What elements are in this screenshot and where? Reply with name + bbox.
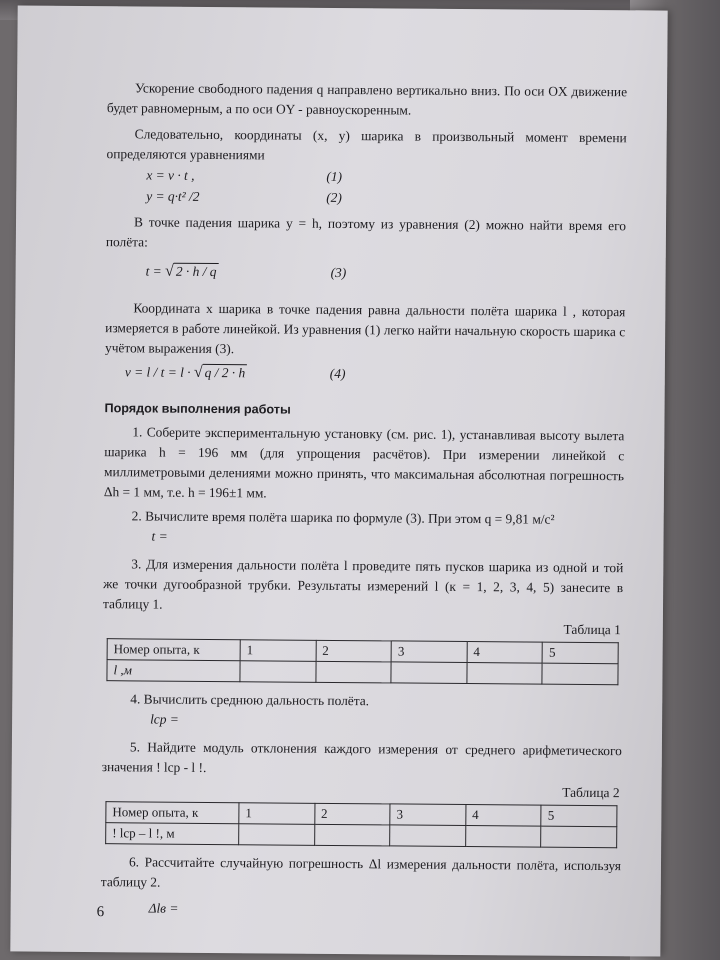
table-2-cell: [314, 824, 390, 846]
table-2-cell: [541, 826, 617, 848]
step-2: 2. Вычислите время полёта шарика по формуле (3). При этом q = 9,81 м/с²: [131, 508, 555, 527]
table-1-cell: [391, 662, 467, 684]
table-2-header-cell: 2: [314, 803, 390, 825]
equation-1-text: x = v · t ,: [146, 166, 195, 183]
table-1-header-cell: Номер опыта, к: [107, 639, 240, 661]
table-2-row-label: ! lср – l !, м: [106, 823, 239, 845]
equation-4-radicand: q / 2 · h: [203, 364, 248, 380]
step-6-formula: Δlв =: [148, 900, 179, 916]
table-2-cell: [465, 826, 541, 848]
table-2-cell: [239, 824, 315, 846]
table-1-cell: [467, 663, 543, 685]
sqrt-sign-icon: √: [165, 262, 174, 280]
step-3: 3. Для измерения дальности полёта l проведите пять пусков шарика из одной и той же точки дугообразной трубки. Результаты измерений l (к = 1, 2, 3, 4, 5) занесите в таблицу 1.: [102, 556, 624, 612]
table-1-data-row: [107, 660, 618, 685]
table-1-row-label: l ,м: [107, 660, 240, 682]
equation-2-number: (2): [326, 189, 342, 205]
table-1: [106, 638, 618, 685]
equation-2: [146, 185, 626, 210]
table-2: [105, 801, 617, 848]
sqrt-sign-icon: √: [193, 363, 203, 381]
equation-2-text: y = q·t² /2: [146, 187, 200, 204]
table-1-cell: [542, 663, 618, 685]
step-6: 6. Рассчитайте случайную погрешность Δl измерения дальности полёта, используя таблицу 2.: [100, 854, 622, 890]
equation-4-formula: [125, 362, 330, 384]
equation-1-number: (1): [326, 168, 343, 184]
equation-4-lhs: v = l / t = l ·: [124, 364, 194, 380]
table-2-cell: [390, 825, 466, 847]
equation-3-formula: [146, 261, 331, 282]
table-1-header-cell: 3: [391, 641, 467, 663]
table-1-header-cell: 4: [467, 642, 543, 664]
paragraph-range: Координата x шарика в точке падения равна дальности полёта шарика l , которая измеряется в работе линейкой. Из уравнения (1) легко найти начальную скорость шарика с учётом выражения (3).: [104, 300, 626, 357]
equation-4: [125, 358, 625, 390]
page-number: 6: [96, 904, 105, 921]
equation-3-radicand: 2 · h / q: [174, 263, 219, 279]
document-page: [10, 5, 667, 956]
page-content: [101, 78, 628, 924]
equation-1: [146, 164, 626, 189]
step-1: 1. Соберите экспериментальную установку (см. рис. 1), устанавливая высоту вылета шарика h = 196 мм (для упрощения расчётов). При измерении линейкой с миллиметровыми делениями можно принять, что максимальная абсолютная погрешность Δh = 1 мм, т.е. h = 196±1 мм.: [103, 424, 625, 501]
table-2-header-cell: Номер опыта, к: [106, 802, 239, 824]
paragraph-fall-time: В точке падения шарика y = h, поэтому из уравнения (2) можно найти время его полёта:: [105, 214, 627, 250]
table-1-cell: [316, 661, 392, 683]
table-1-header-cell: 5: [542, 642, 618, 664]
table-1-cell: [240, 661, 316, 683]
step-4-formula: lср =: [150, 711, 179, 727]
paragraph-acceleration: Ускорение свободного падения q направлено вертикально вниз. По оси OX движение будет равномерным, а по оси OY - равноускоренным.: [106, 80, 628, 118]
step-4: 4. Вычислить среднюю дальность полёта.: [130, 691, 370, 709]
table-2-header-cell: 3: [390, 804, 466, 826]
table-1-header-cell: 1: [240, 640, 316, 662]
table-1-caption: Таблица 1: [563, 621, 621, 638]
table-2-caption: Таблица 2: [562, 784, 620, 801]
step-2-formula: t =: [151, 528, 168, 544]
equation-3-lhs: t =: [145, 263, 166, 279]
paragraph-coordinates: Следовательно, координаты (x, y) шарика в произвольный момент времени определяются уравнениями: [106, 126, 627, 163]
equation-4-number: (4): [329, 365, 346, 382]
section-heading: Порядок выполнения работы: [104, 401, 291, 417]
table-2-data-row: [106, 823, 617, 848]
table-1-header-cell: 2: [316, 640, 392, 662]
equation-3: [146, 258, 626, 288]
table-2-header-cell: 4: [466, 805, 542, 827]
equation-3-number: (3): [330, 264, 347, 281]
table-2-header-cell: 5: [541, 805, 617, 827]
step-5: 5. Найдите модуль отклонения каждого измерения от среднего арифметического значения ! lср - l !.: [101, 739, 622, 775]
table-2-header-cell: 1: [239, 803, 315, 825]
